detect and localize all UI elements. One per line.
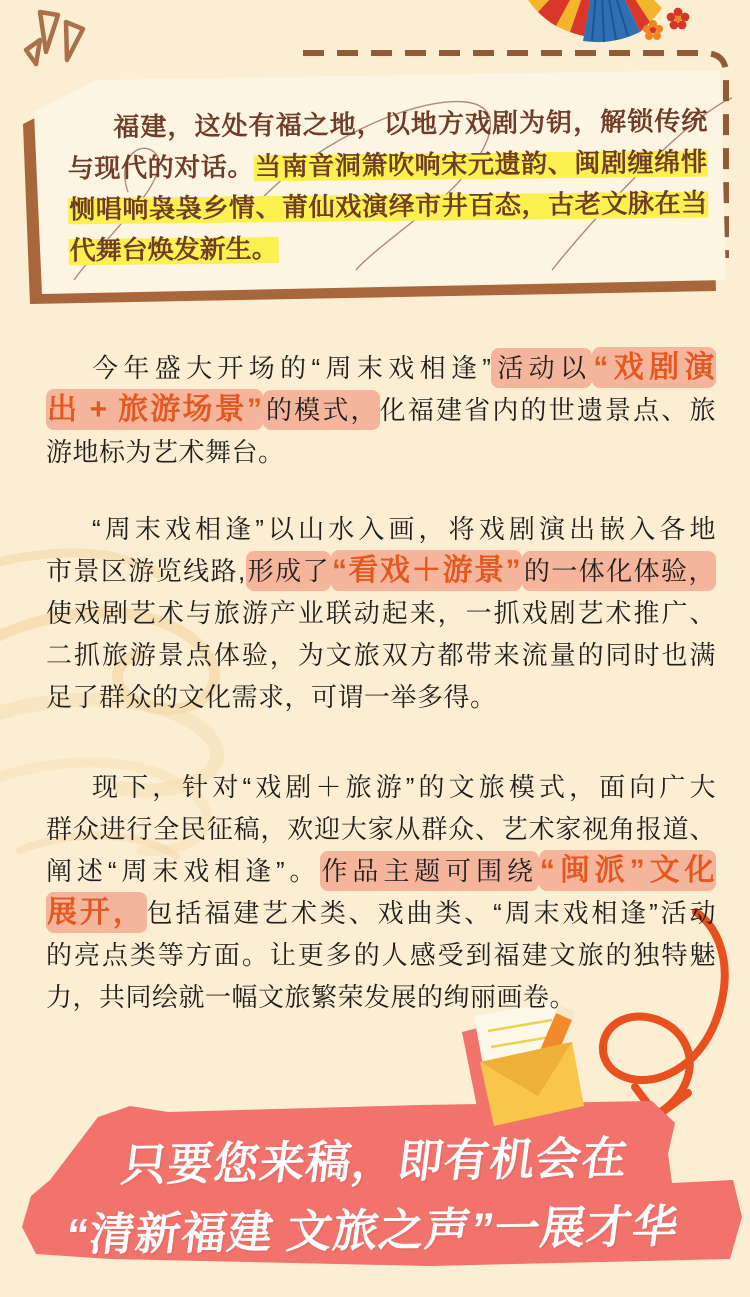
text-segment: 活动以 [491, 348, 592, 388]
text-line [46, 676, 716, 718]
text-segment: 形成了 [246, 551, 331, 591]
text-segment: 展开， [46, 892, 147, 933]
paragraph-activity-mode [46, 347, 716, 473]
text-segment: 的一体化体验， [522, 551, 716, 591]
text-segment: 出 + 旅游场景” [46, 389, 263, 430]
text-segment: “戏剧演 [592, 347, 716, 388]
text-segment: 作品主题可围绕 [320, 851, 538, 891]
paragraph-experience [46, 508, 716, 718]
paragraph-call-for-submissions [46, 766, 716, 1018]
text-segment: 的亮点类等方面。让更多的人感受到福建文旅的独特魅 [46, 940, 716, 970]
banner-text-line-1: 只要您来稿，即有机会在 [118, 1132, 632, 1191]
text-line [67, 101, 707, 149]
text-segment: 包括福建艺术类、戏曲类、“周末戏相逢”活动 [146, 898, 716, 928]
text-segment: 二抓旅游景点体验，为文旅双方都带来流量的同时也满 [46, 640, 716, 670]
burst-lines-icon [26, 12, 83, 64]
text-line [46, 850, 716, 892]
text-line [46, 892, 716, 934]
text-segment: 现下，针对“戏剧＋旅游”的文旅模式，面向广大 [92, 772, 716, 802]
text-segment: 市景区游览线路, [46, 556, 246, 586]
text-line [46, 934, 716, 976]
text-segment: 福建，这处有福之地，以地方戏剧为钥，解锁传统 [113, 106, 708, 142]
text-line [46, 592, 716, 634]
text-segment: 阐述“周末戏相逢”。 [46, 856, 321, 886]
text-line [68, 183, 708, 231]
text-line [68, 142, 708, 190]
text-line [46, 634, 716, 676]
text-segment: “周末戏相逢”以山水入画，将戏剧演出嵌入各地 [92, 514, 716, 544]
text-line [46, 508, 716, 550]
text-segment: 使戏剧艺术与旅游产业联动起来，一抓戏剧艺术推广、 [46, 598, 716, 628]
envelope-icon [462, 1002, 584, 1126]
text-line [46, 976, 716, 1018]
text-line [46, 550, 716, 592]
text-segment: 游地标为艺术舞台。 [46, 437, 285, 467]
text-line [46, 766, 716, 808]
text-line [68, 224, 708, 272]
intro-card-text [67, 101, 709, 272]
text-segment: “看戏＋游景” [331, 550, 522, 591]
fan-icon [522, 0, 662, 42]
text-line [46, 347, 716, 389]
text-segment: 与现代的对话。 [67, 152, 255, 184]
text-line [46, 389, 716, 431]
text-segment: 的模式， [263, 390, 379, 430]
banner-text-line-2: “清新福建 文旅之声”一展才华 [63, 1200, 682, 1261]
text-segment: 群众进行全民征稿，欢迎大家从群众、艺术家视角报道、 [46, 814, 716, 844]
text-segment: 化福建省内的世遗景点、旅 [379, 395, 716, 425]
text-line [46, 808, 716, 850]
text-segment: “闽派”文化 [539, 850, 716, 891]
text-segment: 当南音洞箫吹响宋元遗韵、闽剧缠绵悱 [254, 147, 707, 182]
text-segment: 今年盛大开场的“周末戏相逢” [92, 353, 492, 383]
text-segment: 恻唱响袅袅乡情、莆仙戏演绎市井百态，古老文脉在当 [69, 188, 708, 225]
text-segment: 代舞台焕发新生。 [69, 234, 278, 266]
text-segment: 力，共同绘就一幅文旅繁荣发展的绚丽画卷。 [46, 982, 577, 1012]
text-line [46, 431, 716, 473]
text-segment: 足了群众的文化需求，可谓一举多得。 [46, 682, 497, 712]
